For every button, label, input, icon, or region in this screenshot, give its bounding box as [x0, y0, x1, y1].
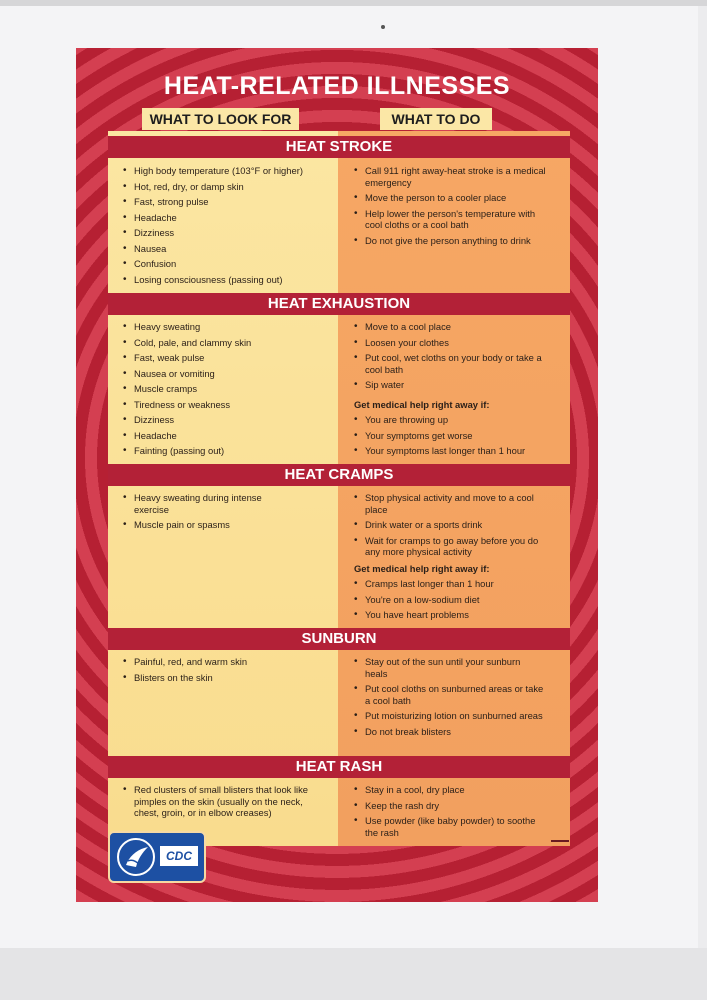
symptom-item: • Dizziness	[123, 227, 333, 239]
symptom-item: • Headache	[123, 212, 333, 224]
symptom-item: • Fainting (passing out)	[123, 445, 333, 457]
scan-dust-mark	[381, 25, 385, 29]
symptom-item: • Dizziness	[123, 414, 333, 426]
sunburn-symptoms	[123, 656, 333, 687]
symptom-item: • Fast, weak pulse	[123, 352, 333, 364]
action-item: • Drink water or a sports drink	[354, 519, 554, 531]
scan-edge-right	[698, 6, 707, 948]
action-item: • Use powder (like baby powder) to soothe the rash	[354, 815, 544, 838]
symptom-item: • Cold, pale, and clammy skin	[123, 337, 333, 349]
column-header-look-for: WHAT TO LOOK FOR	[142, 108, 299, 130]
help-item: • Your symptoms last longer than 1 hour	[354, 445, 554, 457]
action-item: • Help lower the person's temperature with cool cloths or a cool bath	[354, 208, 554, 231]
section-heading-heat-stroke: HEAT STROKE	[108, 136, 570, 158]
symptom-item: • Heavy sweating	[123, 321, 333, 333]
print-code-mark	[551, 840, 569, 842]
action-item: • Sip water	[354, 379, 554, 391]
heat-exhaustion-actions	[354, 321, 554, 395]
help-item: • Cramps last longer than 1 hour	[354, 578, 554, 590]
action-item: • Stay out of the sun until your sunburn heals	[354, 656, 544, 679]
heat-cramps-help-conditions	[354, 578, 554, 625]
action-item: • Move to a cool place	[354, 321, 554, 333]
scan-edge-top	[0, 0, 707, 6]
symptom-item: • Nausea or vomiting	[123, 368, 333, 380]
symptom-item: • Tiredness or weakness	[123, 399, 333, 411]
action-item: • Put cool cloths on sunburned areas or take a cool bath	[354, 683, 544, 706]
section-heading-sunburn: SUNBURN	[108, 628, 570, 650]
symptom-item: • Nausea	[123, 243, 333, 255]
cdc-logo	[108, 831, 206, 883]
action-item: • Call 911 right away-heat stroke is a medical emergency	[354, 165, 554, 188]
symptom-item: • Painful, red, and warm skin	[123, 656, 333, 668]
heat-exhaustion-symptoms	[123, 321, 333, 461]
help-item: • Your symptoms get worse	[354, 430, 554, 442]
heat-stroke-actions	[354, 165, 554, 250]
hhs-eagle-icon	[114, 837, 158, 877]
sunburn-actions	[354, 656, 544, 741]
content-card	[108, 131, 570, 846]
get-help-label: Get medical help right away if:	[354, 563, 490, 574]
heat-exhaustion-help-conditions	[354, 414, 554, 461]
symptom-item: • Hot, red, dry, or damp skin	[123, 181, 333, 193]
scan-edge-bottom	[0, 948, 707, 1000]
section-heading-heat-cramps: HEAT CRAMPS	[108, 464, 570, 486]
help-item: • You have heart problems	[354, 609, 554, 621]
action-item: • Keep the rash dry	[354, 800, 544, 812]
get-help-label: Get medical help right away if:	[354, 399, 490, 410]
symptom-item: • Headache	[123, 430, 333, 442]
action-item: • Stay in a cool, dry place	[354, 784, 544, 796]
action-item: • Move the person to a cooler place	[354, 192, 554, 204]
action-item: • Do not break blisters	[354, 726, 544, 738]
heat-illness-poster	[76, 48, 598, 902]
symptom-item: • Blisters on the skin	[123, 672, 333, 684]
help-item: • You are throwing up	[354, 414, 554, 426]
symptom-item: • Fast, strong pulse	[123, 196, 333, 208]
symptom-item: • Heavy sweating during intense exercise	[123, 492, 283, 515]
poster-title: HEAT-RELATED ILLNESSES	[163, 72, 511, 100]
section-heading-heat-exhaustion: HEAT EXHAUSTION	[108, 293, 570, 315]
symptom-item: • Muscle pain or spasms	[123, 519, 283, 531]
action-item: • Loosen your clothes	[354, 337, 554, 349]
symptom-item: • Confusion	[123, 258, 333, 270]
symptom-item: • Muscle cramps	[123, 383, 333, 395]
symptom-item: • High body temperature (103°F or higher)	[123, 165, 333, 177]
help-item: • You're on a low-sodium diet	[354, 594, 554, 606]
action-item: • Put cool, wet cloths on your body or take a cool bath	[354, 352, 554, 375]
heat-rash-actions	[354, 784, 544, 842]
section-heading-heat-rash: HEAT RASH	[108, 756, 570, 778]
symptom-item: • Red clusters of small blisters that look like pimples on the skin (usually on the neck, chest, groin, or in elbow creases)	[123, 784, 318, 819]
action-item: • Stop physical activity and move to a cool place	[354, 492, 554, 515]
heat-cramps-symptoms	[123, 492, 283, 535]
heat-rash-symptoms	[123, 784, 318, 823]
cdc-wordmark: CDC	[160, 846, 198, 866]
action-item: • Wait for cramps to go away before you do any more physical activity	[354, 535, 554, 558]
action-item: • Put moisturizing lotion on sunburned areas	[354, 710, 544, 722]
heat-stroke-symptoms	[123, 165, 333, 289]
action-item: • Do not give the person anything to drink	[354, 235, 554, 247]
column-header-what-to-do: WHAT TO DO	[380, 108, 492, 130]
symptom-item: • Losing consciousness (passing out)	[123, 274, 333, 286]
heat-cramps-actions	[354, 492, 554, 562]
